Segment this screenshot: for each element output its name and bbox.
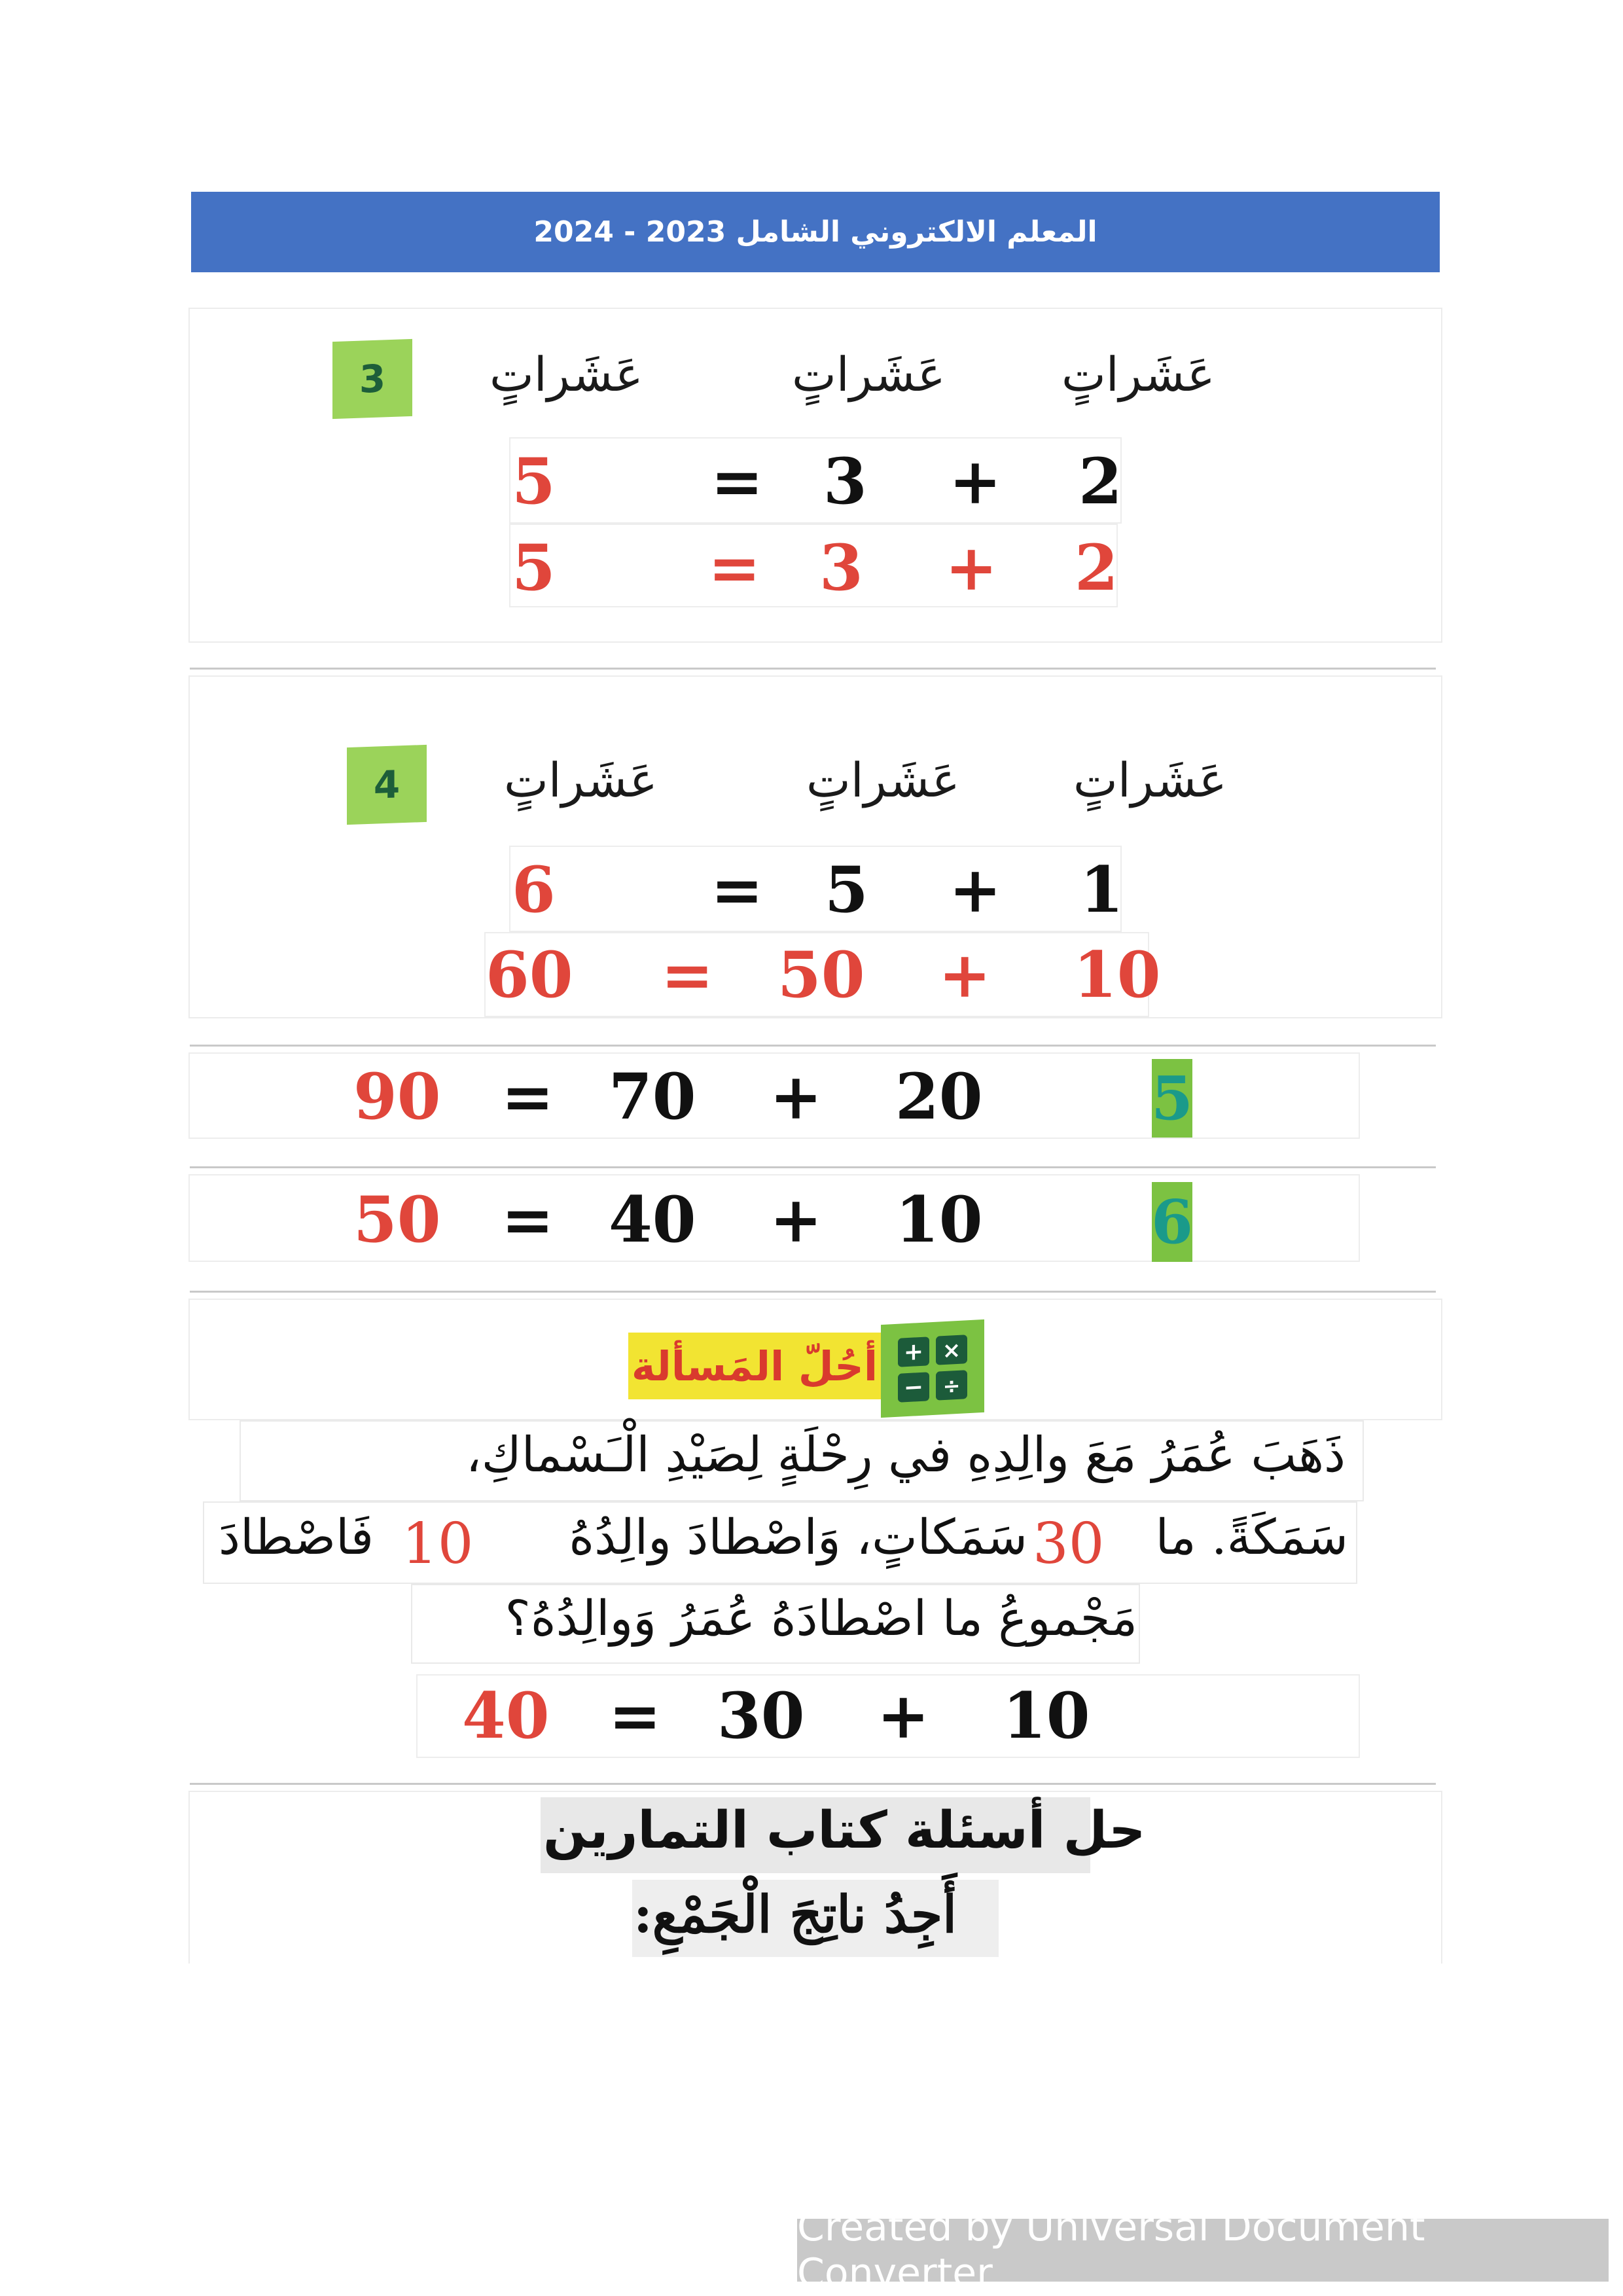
exercise-3-row2-equals: =: [708, 531, 761, 605]
problem-ribbon: [628, 1333, 881, 1399]
exercise-5-b: 70: [609, 1060, 696, 1134]
exercise-3-label-left: عَشَراتٍ: [490, 347, 643, 402]
header-band: [191, 192, 1440, 272]
divider-1: [190, 668, 1436, 670]
exercise-4-row1-a: 1: [1080, 853, 1124, 927]
exercise-3-label-right: عَشَراتٍ: [1061, 347, 1215, 402]
exercises-heading: حل أسئلة كتاب التمارين: [543, 1801, 1146, 1860]
exercise-3-row1-result: 5: [512, 444, 556, 518]
exercise-3-row2-a: 2: [1075, 531, 1118, 605]
exercise-4-row1-result: 6: [512, 853, 556, 927]
exercise-3-row1-b: 3: [823, 444, 867, 518]
exercise-5-number: 5: [1151, 1063, 1194, 1134]
problem-equation-a: 10: [1003, 1679, 1090, 1753]
problem-line-2-part-b: سَمَكاتٍ، وَاصْطادَ والِدُهُ: [569, 1509, 1027, 1566]
divider-5: [190, 1783, 1436, 1785]
exercise-3-row2-result: 5: [512, 531, 556, 605]
exercise-3-row1-plus: +: [949, 444, 1002, 518]
exercise-3-row1-a: 2: [1079, 444, 1122, 518]
problem-equation-plus: +: [877, 1679, 930, 1753]
problem-line-2-number-30: 30: [1033, 1511, 1105, 1577]
exercise-3-label-middle: عَشَراتٍ: [792, 347, 946, 402]
problem-line-2-part-c: فَاصْطادَ: [219, 1509, 374, 1566]
exercise-4-label-left: عَشَراتٍ: [504, 753, 658, 808]
divider-4: [190, 1291, 1436, 1293]
exercise-6-number-tile: [1152, 1182, 1192, 1262]
problem-line-2-number-10: 10: [402, 1511, 474, 1577]
divider-3: [190, 1166, 1436, 1168]
exercise-4-row1-equals: =: [711, 853, 764, 927]
exercise-4-row2-result: 60: [486, 938, 573, 1012]
problem-line-2-part-a: سَمَكَةً. ما: [1155, 1509, 1348, 1566]
exercise-6-plus: +: [770, 1183, 823, 1257]
header-title: المعلم الالكتروني الشامل 2023 - 2024: [533, 215, 1097, 249]
calculator-icon: [881, 1319, 984, 1418]
problem-line-1: ذَهَبَ عُمَرُ مَعَ والِدِهِ في رِحْلَةٍ لِصَيْدِ الْـَسْماكِ،: [465, 1427, 1346, 1483]
exercise-6-a: 10: [895, 1183, 983, 1257]
exercise-4-row2-a: 10: [1073, 938, 1161, 1012]
exercise-4-badge: 4: [347, 745, 427, 825]
divider-2: [190, 1045, 1436, 1047]
exercise-4-row2-b: 50: [777, 938, 865, 1012]
converter-watermark: [797, 2204, 1609, 2296]
problem-equation-result: 40: [462, 1679, 550, 1753]
exercise-5-number-tile: [1152, 1059, 1192, 1138]
find-sum-heading: أَجِدُ ناتِجَ الْجَمْعِ:: [633, 1885, 957, 1945]
problem-line-3: مَجْموعُ ما اصْطادَهُ عُمَرُ وَوالِدُهُ؟: [505, 1590, 1137, 1647]
exercise-3-row2-box: [509, 524, 1118, 607]
svg-text:−: −: [903, 1373, 924, 1402]
exercise-4-label-middle: عَشَراتٍ: [806, 753, 960, 808]
exercise-5-plus: +: [770, 1060, 823, 1134]
problem-equation-b: 30: [717, 1679, 805, 1753]
exercise-5-equals: =: [501, 1060, 554, 1134]
exercise-4-row1-plus: +: [949, 853, 1002, 927]
exercise-4-row2-plus: +: [938, 938, 991, 1012]
exercise-5-a: 20: [895, 1060, 983, 1134]
problem-ribbon-label: أحُلّ المَسألة: [631, 1342, 878, 1390]
exercise-3-row2-plus: +: [945, 531, 998, 605]
exercise-4-label-right: عَشَراتٍ: [1073, 753, 1227, 808]
exercise-4-row1-box: [509, 846, 1122, 932]
exercise-4-row2-equals: =: [661, 938, 714, 1012]
converter-watermark-text: Created by Universal Document Converter: [797, 2204, 1425, 2296]
svg-text:×: ×: [942, 1336, 961, 1365]
problem-equation-equals: =: [609, 1679, 662, 1753]
exercise-3-row2-b: 3: [819, 531, 863, 605]
exercise-3-row1-box: [509, 437, 1122, 524]
svg-text:÷: ÷: [942, 1372, 961, 1399]
exercise-3-row1-equals: =: [711, 444, 764, 518]
exercise-6-result: 50: [353, 1183, 441, 1257]
exercise-3-badge: 3: [332, 339, 412, 419]
exercise-4-row1-b: 5: [825, 853, 868, 927]
exercise-6-b: 40: [609, 1183, 696, 1257]
exercise-5-result: 90: [353, 1060, 441, 1134]
exercise-6-number: 6: [1151, 1187, 1194, 1257]
svg-text:+: +: [903, 1338, 924, 1367]
exercise-6-equals: =: [501, 1183, 554, 1257]
